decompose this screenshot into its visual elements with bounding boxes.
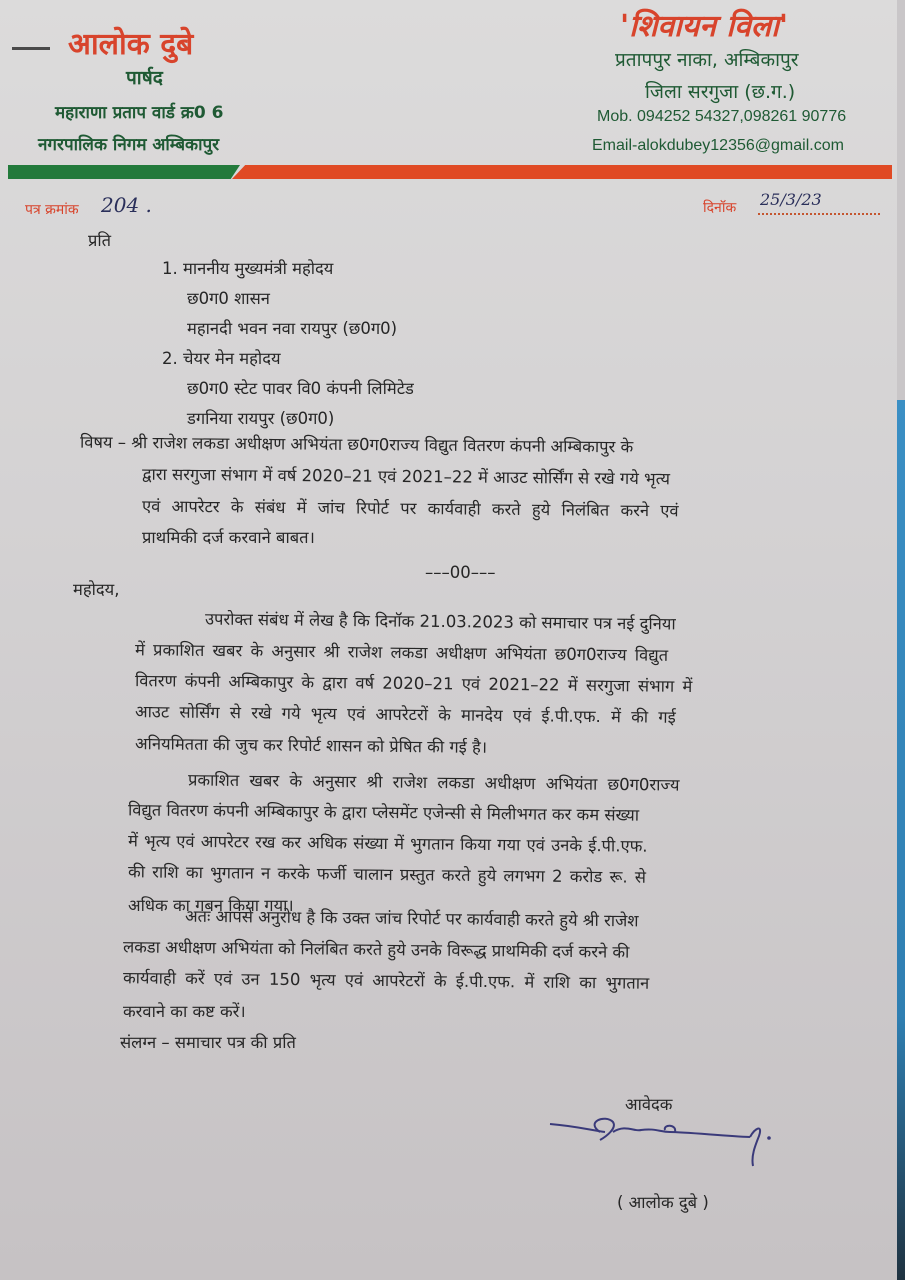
applicant-label: आवेदक	[625, 1095, 673, 1114]
date-dotted-line	[758, 213, 880, 215]
letterhead-band-green	[8, 165, 240, 179]
recipient-2-line-2: छ0ग0 स्टेट पावर वि0 कंपनी लिमिटेड	[187, 379, 414, 398]
recipient-1-line-3: महानदी भवन नवा रायपुर (छ0ग0)	[187, 319, 398, 338]
para-1-line-5: अनियमितता की जुच कर रिपोर्ट शासन को प्रेषित की गई है।	[134, 734, 488, 757]
date-value: 25/3/23	[760, 190, 822, 209]
councillor-name: आलोक दुबे	[68, 27, 194, 62]
prati-label: प्रति	[88, 231, 112, 250]
para-3-line-3: कार्यवाही करें एवं उन 150 भृत्य एवं आपरेटरों के ई.पी.एफ. में राशि का भुगतान	[122, 968, 650, 993]
para-3-line-1: अतः आपसे अनुरोध है कि उक्त जांच रिपोर्ट पर कार्यवाही करते हुये श्री राजेश	[184, 906, 639, 931]
salutation: महोदय,	[73, 580, 120, 599]
address-line-1: प्रतापपुर नाका, अम्बिकापुर	[615, 49, 799, 71]
para-1-line-1: उपरोक्त संबंध में लेख है कि दिनॉक 21.03.2023 को समाचार पत्र नई दुनिया	[204, 609, 676, 634]
recipient-1-line-2: छ0ग0 शासन	[187, 289, 270, 308]
para-1-line-3: वितरण कंपनी अम्बिकापुर के द्वारा वर्ष 2020–21 एवं 2021–22 में सरगुजा संभाग में	[134, 671, 693, 696]
mobile-numbers: Mob. 094252 54327,098261 90776	[597, 108, 847, 125]
ward-info: महाराणा प्रताप वार्ड क्र0 6	[55, 103, 224, 123]
para-1-line-2: में प्रकाशित खबर के अनुसार श्री राजेश लकडा अधीक्षण अभियंता छ0ग0राज्य विद्युत	[134, 640, 669, 665]
signatory-name: ( आलोक दुबे )	[617, 1193, 709, 1212]
para-3-line-2: लकडा अधीक्षण अभियंता को निलंबित करते हुये उनके विरूद्ध प्राथमिकी दर्ज करने की	[122, 937, 630, 962]
reference-number: 204 .	[101, 193, 152, 217]
designation: पार्षद	[126, 67, 163, 89]
background-edge	[897, 400, 905, 1280]
subject-line-1: विषय – श्री राजेश लकडा अधीक्षण अभियंता छ0ग0राज्य विद्युत वितरण कंपनी अम्बिकापुर के	[79, 432, 634, 457]
recipient-2-line-3: डगनिया रायपुर (छ0ग0)	[187, 409, 335, 428]
para-3-line-4: करवाने का कष्ट करें।	[123, 1002, 246, 1021]
subject-line-3: एवं आपरेटर के संबंध में जांच रिपोर्ट पर कार्यवाही करते हुये निलंबित करने एवं	[141, 496, 679, 521]
signature-icon	[545, 1110, 775, 1170]
subject-line-4: प्राथमिकी दर्ज करवाने बाबत।	[142, 528, 315, 547]
subject-line-2: द्वारा सरगुजा संभाग में वर्ष 2020–21 एवं 2021–22 में आउट सोर्सिंग से रखे गये भृत्य	[141, 464, 671, 489]
reference-label: पत्र क्रमांक	[25, 202, 79, 218]
corporation-name: नगरपालिक निगम अम्बिकापुर	[38, 135, 220, 155]
email-address: Email-alokdubey12356@gmail.com	[592, 137, 844, 154]
enclosure-note: संलग्न – समाचार पत्र की प्रति	[120, 1033, 296, 1052]
dash-decoration	[12, 47, 50, 50]
residence-name: 'शिवायन विला'	[620, 9, 789, 44]
separator: –––00–––	[425, 563, 496, 582]
para-2-line-4: की राशि का भुगतान न करके फर्जी चालान प्रस्तुत करते हुये लगभग 2 करोड रू. से	[127, 862, 647, 887]
date-label: दिनॉक	[703, 200, 737, 216]
para-1-line-4: आउट सोर्सिंग से रखे गये भृत्य एवं आपरेटरों के मानदेय एवं ई.पी.एफ. में की गई	[134, 702, 676, 727]
para-2-line-1: प्रकाशित खबर के अनुसार श्री राजेश लकडा अधीक्षण अभियंता छ0ग0राज्य	[187, 770, 680, 795]
para-2-line-3: में भृत्य एवं आपरेटर रख कर अधिक संख्या में भुगतान किया गया एवं उनके ई.पी.एफ.	[127, 831, 648, 856]
para-2-line-5: अधिक का गबन किया गया।	[128, 896, 294, 915]
address-line-2: जिला सरगुजा (छ.ग.)	[645, 81, 796, 103]
letterhead-band-red	[232, 165, 892, 179]
para-2-line-2: विद्युत वितरण कंपनी अम्बिकापुर के द्वारा प्लेसमेंट एजेन्सी से मिलीभगत कर कम संख्या	[127, 800, 640, 825]
recipient-2-title: 2. चेयर मेन महोदय	[162, 349, 281, 368]
recipient-1-title: 1. माननीय मुख्यमंत्री महोदय	[162, 259, 334, 278]
